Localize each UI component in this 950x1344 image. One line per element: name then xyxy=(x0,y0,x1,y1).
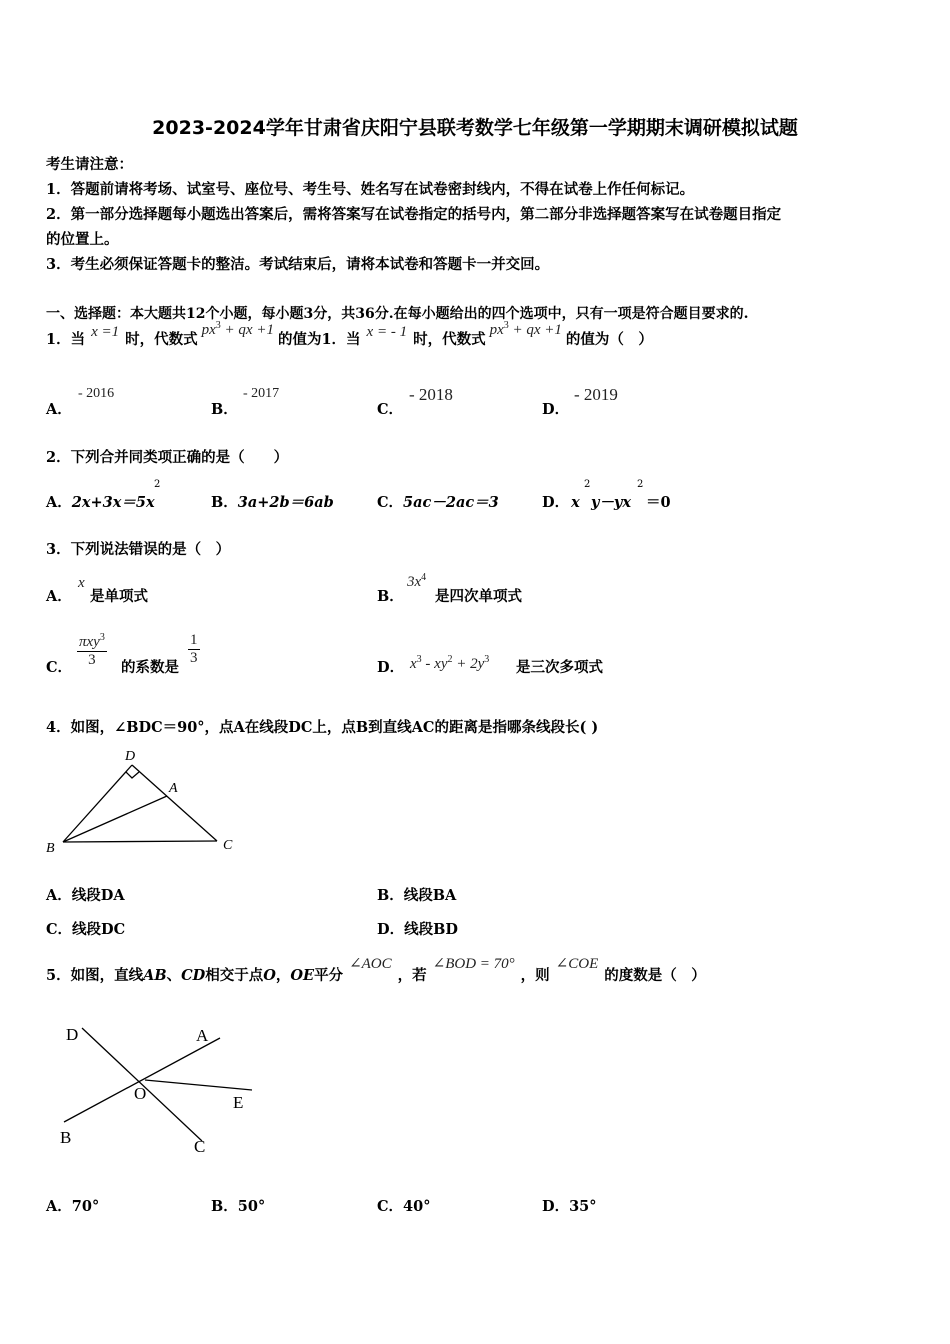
math-expression: x = - 1 xyxy=(366,324,408,340)
q5-option-a: A．70° xyxy=(46,1198,100,1215)
notice-item: 2．第一部分选择题每小题选出答案后，需将答案写在试卷指定的括号内，第二部分非选择题答案写在试卷题目指定 xyxy=(46,206,782,223)
math-expression: $x^3 - xy^2 + 2y^3$ xyxy=(410,654,490,672)
q1-option-a: A． xyxy=(46,401,72,418)
math-expression: ∠BOD = 70° xyxy=(432,956,515,972)
q4-option-c: C．线段DC xyxy=(46,921,126,938)
section-heading: 一、选择题：本大题共12个小题，每小题3分，共36分.在每小题给出的四个选项中，只有一项是符合题目要求的. xyxy=(46,306,749,322)
math-expression: $3x^4$ xyxy=(407,572,427,590)
q2-option-d-end: ＝0 xyxy=(646,494,671,511)
question-5: 5．如图，直线AB、CD相交于点O，OE平分∠AOC，若∠BOD = 70°，则∠COE的度数是（ ） xyxy=(46,956,706,984)
q2-option-d: D． x xyxy=(542,494,580,511)
q3-option-d-label: D． xyxy=(377,659,405,676)
q1-option-b: B． xyxy=(211,401,238,418)
point-label-o: O xyxy=(134,1084,147,1103)
math-fraction: $\frac{1}{3}$ xyxy=(190,632,198,666)
q5-option-c: C．40° xyxy=(377,1198,431,1215)
q1-option-b-value: - 2017 xyxy=(243,386,280,401)
q1-option-c-value: - 2018 xyxy=(409,385,453,404)
q2-option-d-sup: 2 xyxy=(584,479,591,490)
q3-option-b-label: B． xyxy=(377,588,404,605)
page-title: 2023-2024学年甘肃省庆阳宁县联考数学七年级第一学期期末调研模拟试题 xyxy=(152,117,798,139)
q4-option-a: A．线段DA xyxy=(46,887,125,904)
q5-option-b: B．50° xyxy=(211,1198,266,1215)
point-label-b: B xyxy=(60,1128,72,1147)
point-label-d: D xyxy=(66,1025,79,1044)
notice-item: 1．答题前请将考场、试室号、座位号、考生号、姓名写在试卷密封线内，不得在试卷上作任何标记。 xyxy=(46,181,695,198)
math-expression: $px^3$ + qx +1 xyxy=(201,320,274,338)
q2-option-c: C．5ac－2ac＝3 xyxy=(377,494,499,511)
point-label-a: A xyxy=(169,781,178,796)
point-label-e: E xyxy=(233,1093,244,1112)
point-label-d: D xyxy=(125,749,136,764)
q5-option-d: D．35° xyxy=(542,1198,597,1215)
q3-option-d-text: 是三次多项式 xyxy=(516,659,603,676)
math-fraction: $\frac{\pi xy^3}{3}$ xyxy=(79,632,105,668)
q1-option-d-value: - 2019 xyxy=(574,385,618,404)
question-4: 4．如图，∠BDC＝90°，点A在线段DC上，点B到直线AC的距离是指哪条线段长( ) xyxy=(46,719,599,736)
notice-item: 的位置上。 xyxy=(46,231,119,248)
q3-option-c-label: C． xyxy=(46,659,73,676)
question-2: 2．下列合并同类项正确的是（ ） xyxy=(46,449,289,466)
point-label-a: A xyxy=(196,1026,209,1045)
intersecting-lines-figure xyxy=(50,1018,270,1163)
point-label-c: C xyxy=(223,838,233,853)
q4-option-d: D．线段BD xyxy=(377,921,458,938)
q2-option-d-mid: y－yx xyxy=(591,494,631,511)
math-expression: $px^3$ + qx +1 xyxy=(489,320,562,338)
q3-option-a-label: A． xyxy=(46,588,72,605)
math-expression: x xyxy=(78,575,85,591)
point-label-b: B xyxy=(46,841,55,856)
q3-option-b-text: 是四次单项式 xyxy=(435,588,522,605)
q3-option-a-text: 是单项式 xyxy=(90,588,148,605)
q2-option-a: A．2x+3x＝5x xyxy=(46,494,155,511)
q1-option-a-value: - 2016 xyxy=(78,386,115,401)
q1-option-c: C． xyxy=(377,401,404,418)
q2-option-d-sup: 2 xyxy=(637,479,644,490)
question-1: 1．当 x =1 时，代数式$px^3$ + qx +1的值为1．当 x = - 1 时，代数式$px^3$ + qx +1的值为（ ） xyxy=(46,320,653,348)
q3-option-c-text: 的系数是 xyxy=(121,659,179,676)
math-expression: ∠COE xyxy=(555,956,599,972)
triangle-figure xyxy=(40,745,250,860)
q2-option-a-sup: 2 xyxy=(154,479,161,490)
question-3: 3．下列说法错误的是（ ） xyxy=(46,541,231,558)
notice-heading: 考生请注意： xyxy=(46,156,133,173)
q4-option-b: B．线段BA xyxy=(377,887,457,904)
q2-option-b: B．3a+2b＝6ab xyxy=(211,494,334,511)
point-label-c: C xyxy=(194,1137,206,1156)
q1-option-d: D． xyxy=(542,401,570,418)
notice-item: 3．考生必须保证答题卡的整洁。考试结束后，请将本试卷和答题卡一并交回。 xyxy=(46,256,550,273)
math-expression: x =1 xyxy=(91,324,120,340)
math-expression: ∠AOC xyxy=(349,956,392,972)
